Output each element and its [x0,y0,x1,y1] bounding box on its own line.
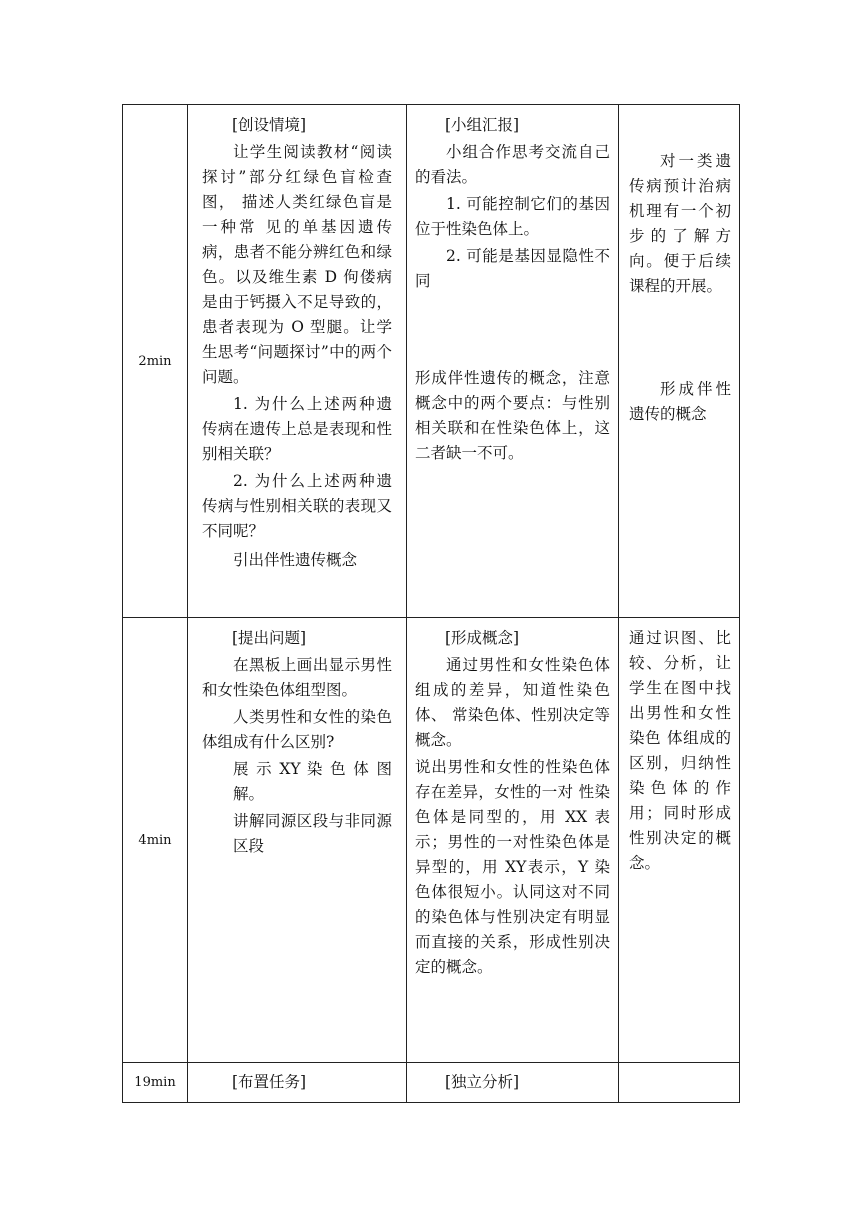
table-row [123,105,740,618]
paragraph: 1. 可能控制它们的基因位于性染色体上。 [415,195,610,238]
time-cell: 2min [123,105,188,618]
table-row [123,618,740,1063]
paragraph: 2. 为什么上述两种遗传病与性别相关联的表现又不同呢？ [202,472,392,540]
time-cell: 4min [123,618,188,1063]
design-intent-cell [619,618,740,1063]
paragraph: 1. 为什么上述两种遗传病在遗传上总是表现和性别相关联？ [202,395,392,463]
paragraph: 形成伴性遗传的概念，注意概念中的两个要点：与性别相关联和在性染色体上，这二者缺一不可。 [415,369,610,462]
section-heading: [形成概念] [445,629,520,647]
design-intent-cell [619,1063,740,1103]
student-activity-cell [407,618,619,1063]
paragraph: 通过男性和女性染色体 组成的差异，知道性染色体、 常染色体、性别决定等概念。 [415,656,610,749]
table-row [123,1063,740,1103]
design-intent-cell [619,105,740,618]
paragraph: 展 示 XY 染 色 体 图 解。 [233,760,392,803]
teacher-activity-cell [188,1063,407,1103]
section-heading: [提出问题] [232,629,307,647]
lesson-plan-table [122,104,740,1103]
paragraph: 2. 可能是基因显隐性不同 [415,247,610,290]
paragraph: 对一类遗传病预计治病机理有一个初步的了解方向。便于后续课程的开展。 [629,152,731,295]
section-heading: [小组汇报] [445,116,520,134]
paragraph: 让学生阅读教材“阅读探讨”部分红绿色盲检查图， 描述人类红绿色盲是一种常 见的单基因遗传病，患者不能分辨红色和绿色。以及维生素 D 佝偻病是由于钙摄入不足导致的，患者表现为 O 型腿。让学生思考“问题探讨”中的两个问题。 [202,143,392,386]
time-cell: 19min [123,1063,188,1103]
paragraph: 引出伴性遗传概念 [233,551,358,569]
section-heading: [布置任务] [232,1073,307,1091]
teacher-activity-cell [188,105,407,618]
section-heading: [独立分析] [445,1073,520,1091]
teacher-activity-cell [188,618,407,1063]
section-heading: [创设情境] [232,116,307,134]
paragraph: 讲解同源区段与非同源区段 [233,812,392,855]
paragraph: 小组合作思考交流自己的看法。 [415,143,610,186]
paragraph: 在黑板上画出显示男性和女性染色体组型图。 [202,656,392,699]
paragraph: 人类男性和女性的染色 体组成有什么区别? [202,708,392,751]
student-activity-cell [407,105,619,618]
paragraph: 形成伴性遗传的概念 [629,380,731,423]
paragraph: 通过识图、比较、分析，让 学生在图中找出男性和女性染色 体组成的区别，归纳性染色体的作用；同时形成性别决定的概念。 [629,629,731,872]
paragraph: 说出男性和女性的性染色体存在差异，女性的一对 性染色体是同型的，用 XX 表示；男性的一对性染色体是异型的，用 XY表示，Y 染色体很短小。认同这对不同的染色体与性别决定有明显而直接的关系，形成性别决定的概念。 [415,758,610,976]
student-activity-cell [407,1063,619,1103]
